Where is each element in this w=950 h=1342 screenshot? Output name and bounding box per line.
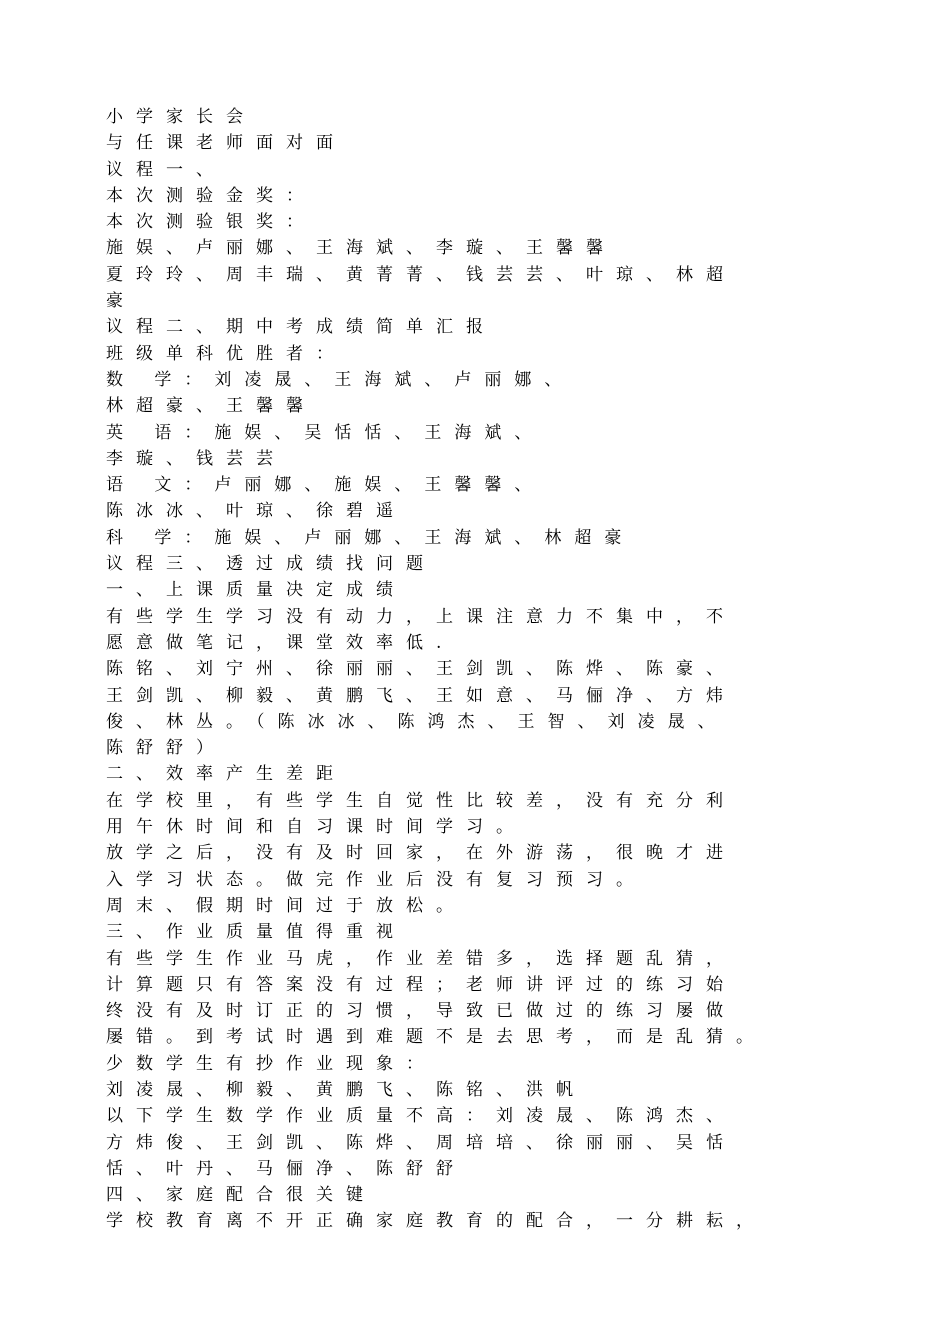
text-line: 入学习状态。做完作业后没有复习预习。 [106, 869, 646, 890]
text-line: 英 语：施娱、吴恬恬、王海斌、 [106, 422, 545, 443]
text-line: 在学校里，有些学生自觉性比较差，没有充分利 [106, 790, 736, 811]
text-line: 方炜俊、王剑凯、陈烨、周培培、徐丽丽、吴恬 [106, 1132, 736, 1153]
text-line: 陈舒舒） [106, 738, 226, 759]
text-line: 以下学生数学作业质量不高：刘凌晟、陈鸿杰、 [106, 1106, 736, 1127]
text-line: 刘凌晟、柳毅、黄鹏飞、陈铭、洪帆 [106, 1079, 586, 1100]
document-body [106, 104, 834, 1235]
text-line: 夏玲玲、周丰瑞、黄菁菁、钱芸芸、叶琼、林超 [106, 264, 736, 285]
text-line: 四、家庭配合很关键 [106, 1185, 376, 1206]
text-line: 放学之后，没有及时回家，在外游荡，很晚才进 [106, 843, 736, 864]
text-line: 周末、假期时间过于放松。 [106, 895, 466, 916]
text-line: 愿意做笔记，课堂效率低. [106, 632, 455, 653]
text-line: 俊、林丛。（陈冰冰、陈鸿杰、王智、刘凌晟、 [106, 711, 728, 732]
text-line: 少数学生有抄作业现象： [106, 1053, 436, 1074]
text-line: 计算题只有答案没有过程；老师讲评过的练习始 [106, 974, 736, 995]
text-line: 本次测验银奖： [106, 212, 316, 233]
text-line: 一、上课质量决定成绩 [106, 580, 406, 601]
text-line: 本次测验金奖： [106, 185, 316, 206]
text-line: 三、作业质量值得重视 [106, 922, 406, 943]
text-line: 二、效率产生差距 [106, 764, 346, 785]
text-line: 王剑凯、柳毅、黄鹏飞、王如意、马俪净、方炜 [106, 685, 736, 706]
text-line: 恬、叶丹、马俪净、陈舒舒 [106, 1158, 466, 1179]
text-line: 屡错。到考试时遇到难题不是去思考，而是乱猜。 [106, 1027, 766, 1048]
text-line: 议程二、期中考成绩简单汇报 [106, 317, 496, 338]
text-line: 班级单科优胜者： [106, 343, 346, 364]
text-line: 有些学生作业马虎，作业差错多，选择题乱猜， [106, 948, 736, 969]
text-line: 议程三、透过成绩找问题 [106, 554, 436, 575]
text-line: 李璇、钱芸芸 [106, 448, 286, 469]
text-line: 豪 [106, 291, 136, 312]
text-line: 小学家长会 [106, 107, 256, 127]
text-line: 与任课老师面对面 [106, 133, 346, 154]
text-line: 陈铭、刘宁州、徐丽丽、王剑凯、陈烨、陈豪、 [106, 659, 736, 680]
text-line: 议程一、 [106, 159, 226, 180]
text-line: 学校教育离不开正确家庭教育的配合，一分耕耘， [106, 1211, 766, 1232]
text-line: 科 学：施娱、卢丽娜、王海斌、林超豪 [106, 527, 635, 548]
text-line: 语 文：卢丽娜、施娱、王馨馨、 [106, 475, 545, 496]
text-line: 施娱、卢丽娜、王海斌、李璇、王馨馨 [106, 238, 616, 259]
text-line: 陈冰冰、叶琼、徐碧遥 [106, 501, 406, 522]
text-line: 数 学：刘凌晟、王海斌、卢丽娜、 [106, 369, 575, 390]
text-line: 林超豪、王馨馨 [106, 396, 316, 417]
text-line: 有些学生学习没有动力，上课注意力不集中，不 [106, 606, 736, 627]
text-line: 终没有及时订正的习惯，导致已做过的练习屡做 [106, 1001, 736, 1022]
text-line: 用午休时间和自习课时间学习。 [106, 817, 526, 838]
